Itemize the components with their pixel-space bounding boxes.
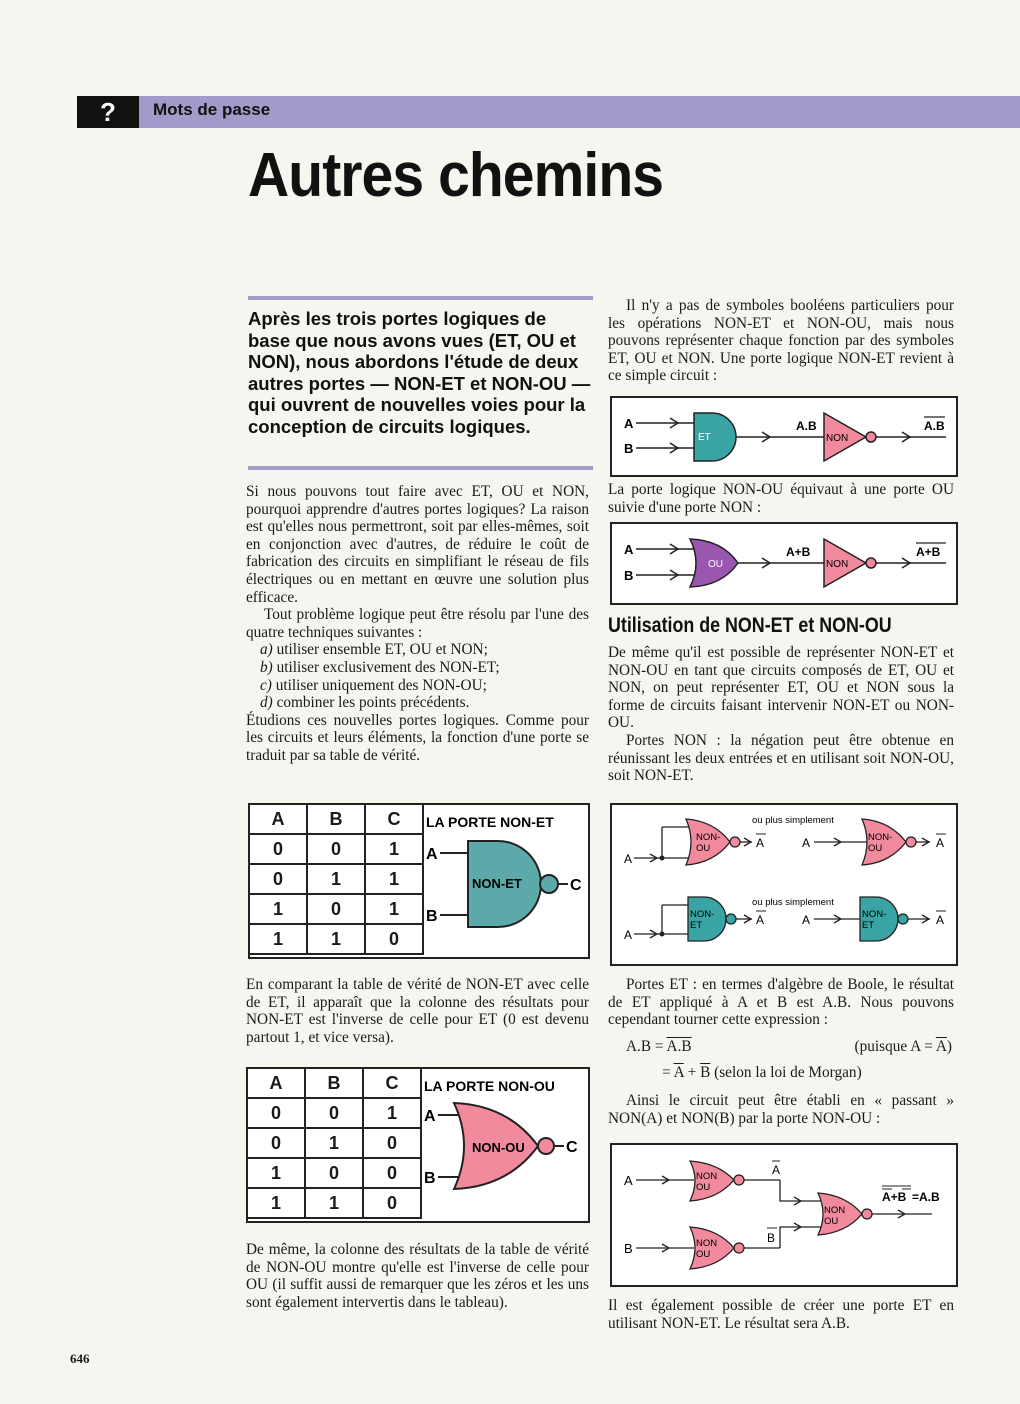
svg-text:B: B — [624, 441, 634, 456]
svg-text:A.B: A.B — [796, 419, 817, 433]
nand-truth-table: A B C 0 0 1 0 1 1 1 0 1 1 1 0 — [248, 803, 424, 955]
right-paragraph-4: Portes NON : la négation peut être obtenue en réunissant les deux entrées et en utilisant soit NON-OU, soit NON-ET. — [608, 731, 954, 785]
svg-text:ET: ET — [698, 432, 711, 443]
svg-text:NON: NON — [826, 433, 849, 444]
left-paragraph-4: En comparant la table de vérité de NON-ET avec celle de ET, il apparaît que la colonne des résultats pour NON-ET est l'inverse de celle pour ET (0 est devenu partout 1, et vice versa). — [246, 976, 589, 1046]
page-number: 646 — [70, 1351, 90, 1366]
svg-text:LA PORTE NON-ET: LA PORTE NON-ET — [426, 814, 554, 830]
left-paragraph-1: Si nous pouvons tout faire avec ET, OU et NON, pourquoi apprendre d'autres portes logiques? La raison est qu'elles nous permettront, soit par elles-mêmes, soit en conjonction avec d'autres, de réduire le coût de fabrication des circuits en simplifiant le réseau de fils électriques ou en mettant en œuvre une solution plus efficace. — [246, 483, 589, 606]
svg-text:B: B — [424, 1170, 436, 1187]
svg-text:A: A — [624, 416, 634, 431]
svg-text:A: A — [624, 852, 633, 866]
svg-text:NON-: NON- — [690, 909, 715, 920]
left-paragraph-3: Étudions ces nouvelles portes logiques. Comme pour les circuits et leurs éléments, la fonction d'une porte se traduit par sa table de vérité. — [246, 711, 589, 764]
svg-text:B: B — [624, 568, 634, 583]
svg-text:A: A — [772, 1163, 781, 1177]
svg-text:NON-ET: NON-ET — [472, 876, 522, 891]
left-paragraph-2: Tout problème logique peut être résolu par l'une des quatre techniques suivantes : — [246, 606, 589, 641]
svg-text:A: A — [426, 846, 438, 863]
intro-top-rule — [248, 296, 593, 300]
svg-text:B: B — [426, 908, 438, 925]
svg-text:A+B: A+B — [916, 545, 941, 559]
svg-text:NON-: NON- — [862, 909, 887, 920]
nand-equivalent-svg — [612, 398, 956, 475]
svg-text:ET: ET — [862, 920, 875, 931]
nor-gate-diagram — [418, 1069, 588, 1221]
list-item-c: c) utiliser uniquement des NON-OU; — [260, 676, 487, 694]
equation-1: A.B = A.B (puisque $A = \overline{A}$) — [626, 1038, 952, 1055]
svg-text:=A.B: =A.B — [912, 1190, 940, 1204]
list-item-b: b) utiliser exclusivement des NON-ET; — [260, 658, 500, 676]
svg-text:ou plus simplement: ou plus simplement — [752, 897, 834, 908]
nor-truth-table: A B C 0 0 1 0 1 0 1 0 0 1 1 0 — [246, 1067, 422, 1219]
svg-text:A: A — [802, 836, 811, 850]
svg-text:OU: OU — [708, 559, 723, 570]
list-item-a: a) utiliser ensemble ET, OU et NON; — [260, 641, 488, 659]
right-paragraph-3: De même qu'il est possible de représenter NON-ET et NON-OU en tant que circuits composés de ET, OU et NON, on peut représenter ET, OU et NON sous la forme de circuits faisant intervenir NON-ET ou NON-OU. — [608, 644, 954, 732]
svg-text:OU: OU — [696, 1182, 711, 1193]
svg-text:A: A — [624, 1173, 633, 1188]
right-column-text-2 — [608, 644, 954, 785]
svg-text:NON-: NON- — [696, 832, 721, 843]
nand-truth-table-figure — [248, 803, 590, 959]
svg-text:A: A — [756, 836, 765, 850]
equation-2: = $\overline{A} + \overline{B}$ (selon la loi de Morgan) — [662, 1064, 862, 1081]
nand-equivalent-diagram — [610, 396, 958, 477]
svg-text:NON: NON — [824, 1205, 846, 1216]
svg-text:A: A — [756, 913, 765, 927]
svg-text:OU: OU — [824, 1216, 839, 1227]
right-paragraph-7: Il est également possible de créer une porte ET en utilisant NON-ET. Le résultat sera A.B. — [608, 1297, 954, 1332]
svg-text:OU: OU — [696, 843, 711, 854]
section-title: Mots de passe — [153, 100, 271, 119]
list-item-d: d) combiner les points précédents. — [260, 694, 470, 712]
svg-text:NON: NON — [696, 1238, 718, 1249]
page-title: Autres chemins — [248, 141, 664, 210]
svg-text:NON-OU: NON-OU — [472, 1140, 525, 1155]
left-paragraph-5: De même, la colonne des résultats de la table de vérité de NON-OU montre qu'elle est l'inverse de celle pour OU (il suffit aussi de remarquer que les zéros et les uns sont également intervertis dans le tableau). — [246, 1241, 589, 1311]
svg-text:A+B: A+B — [786, 545, 811, 559]
nor-equivalent-svg — [612, 524, 956, 603]
and-via-nor-svg — [612, 1145, 956, 1285]
svg-text:A: A — [424, 1108, 436, 1125]
right-paragraph-5: Portes ET : en termes d'algèbre de Boole, le résultat de ET appliqué à A et B est A.B. Nous pouvons cependant tourner cette expression : — [608, 976, 954, 1029]
svg-text:A+B: A+B — [882, 1190, 907, 1204]
nand-gate-diagram — [420, 805, 588, 957]
not-gate-diagrams — [610, 803, 958, 966]
left-column-text — [246, 483, 589, 765]
svg-text:NON-: NON- — [868, 832, 893, 843]
svg-text:ou plus simplement: ou plus simplement — [752, 815, 834, 826]
svg-text:C: C — [570, 877, 582, 894]
and-via-nor-diagram — [610, 1143, 958, 1287]
right-paragraph-2: La porte logique NON-OU équivaut à une porte OU suivie d'une porte NON : — [608, 481, 954, 516]
svg-text:A.B: A.B — [924, 419, 945, 433]
svg-text:C: C — [566, 1139, 578, 1156]
svg-text:OU: OU — [868, 843, 883, 854]
svg-text:LA PORTE NON-OU: LA PORTE NON-OU — [424, 1078, 555, 1094]
nor-equivalent-diagram — [610, 522, 958, 605]
subsection-heading: Utilisation de NON-ET et NON-OU — [608, 614, 892, 637]
nor-truth-table-figure — [246, 1067, 590, 1223]
svg-text:NON: NON — [696, 1171, 718, 1182]
right-paragraph-1: Il n'y a pas de symboles booléens particuliers pour les opérations NON-ET et NON-OU, mais nous pouvons représenter chaque fonction par des symboles ET, OU et NON. Une porte logique NON-ET revient à ce simple circuit : — [608, 297, 954, 385]
svg-text:B: B — [767, 1231, 776, 1245]
intro-paragraph: Après les trois portes logiques de base que nous avons vues (ET, OU et NON), nous abordons l'étude de deux autres portes — NON-ET et NON-OU — qui ouvrent de nouvelles voies pour la conception de circuits logiques. — [248, 308, 591, 437]
svg-text:A: A — [936, 836, 945, 850]
svg-text:A: A — [936, 913, 945, 927]
svg-text:A: A — [802, 913, 811, 927]
svg-text:OU: OU — [696, 1249, 711, 1260]
svg-text:B: B — [624, 1241, 633, 1256]
intro-bottom-rule — [248, 466, 593, 470]
svg-text:NON: NON — [826, 559, 849, 570]
question-badge: ? — [77, 96, 139, 128]
right-paragraph-6: Ainsi le circuit peut être établi en « passant » NON(A) et NON(B) par la porte NON-OU : — [608, 1092, 954, 1127]
svg-text:A: A — [624, 928, 633, 942]
svg-text:A: A — [624, 542, 634, 557]
svg-text:ET: ET — [690, 920, 703, 931]
not-gate-svg — [612, 805, 956, 964]
